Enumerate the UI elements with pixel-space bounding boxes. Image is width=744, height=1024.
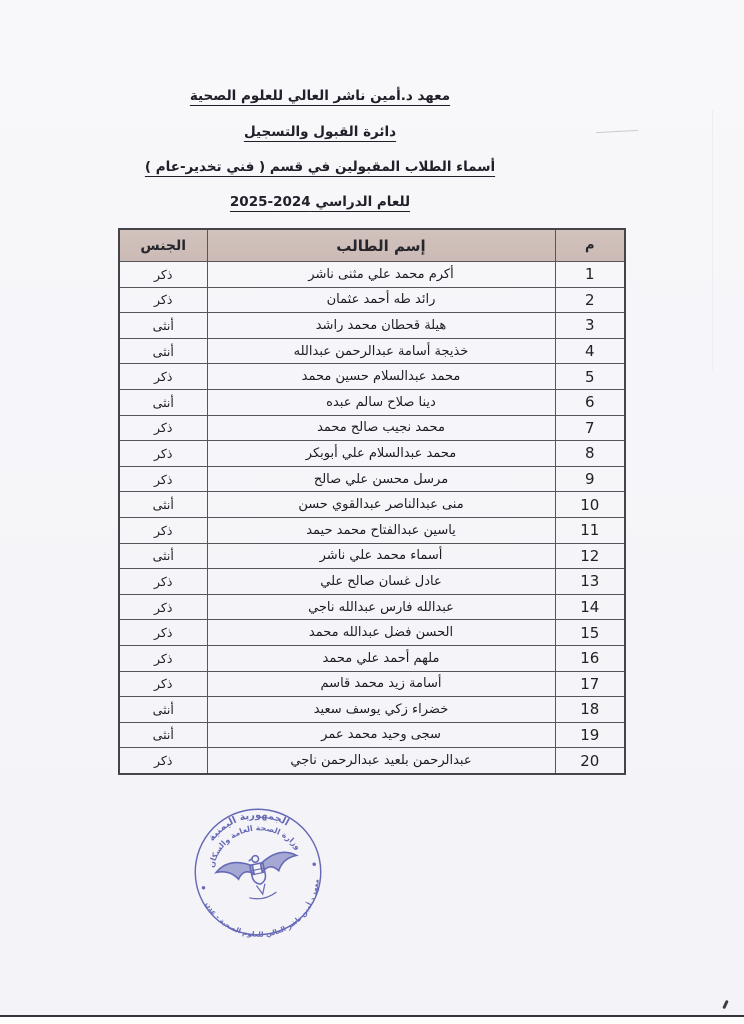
student-name-cell: عبدالله فارس عبدالله ناجي <box>207 594 555 620</box>
gender-cell: ذكر <box>119 441 207 467</box>
row-number-cell: 7 <box>555 415 625 441</box>
gender-cell: ذكر <box>119 748 207 774</box>
student-name-cell: الحسن فضل عبدالله محمد <box>207 620 555 646</box>
column-header-name: إسم الطالب <box>207 229 555 262</box>
gender-cell: أنثى <box>119 389 207 415</box>
table-row <box>119 748 625 774</box>
student-name-cell: محمد نجيب صالح محمد <box>207 415 555 441</box>
gender-cell: أنثى <box>119 338 207 364</box>
row-number-cell: 15 <box>555 620 625 646</box>
student-name-cell: محمد عبدالسلام علي أبوبكر <box>207 441 555 467</box>
gender-cell: ذكر <box>119 569 207 595</box>
student-name-cell: أكرم محمد علي مثنى ناشر <box>207 262 555 288</box>
table-row <box>119 671 625 697</box>
row-number-cell: 12 <box>555 543 625 569</box>
row-number-cell: 11 <box>555 517 625 543</box>
table-row <box>119 262 625 288</box>
list-title: أسماء الطلاب المقبولين في قسم ( فني تخدير-عام ) <box>144 159 496 175</box>
table-row <box>119 364 625 390</box>
row-number-cell: 13 <box>555 569 625 595</box>
gender-cell: أنثى <box>119 492 207 518</box>
stamp-republic-text: الجمهورية اليمنية <box>206 809 291 844</box>
row-number-cell: 10 <box>555 492 625 518</box>
table-row <box>119 287 625 313</box>
gender-cell: ذكر <box>119 620 207 646</box>
table-row <box>119 313 625 339</box>
row-number-cell: 20 <box>555 748 625 774</box>
student-name-cell: مرسل محسن علي صالح <box>207 466 555 492</box>
official-stamp <box>186 800 330 944</box>
row-number-cell: 17 <box>555 671 625 697</box>
table-row <box>119 620 625 646</box>
column-header-gender: الجنس <box>119 229 207 262</box>
table-row <box>119 517 625 543</box>
row-number-cell: 18 <box>555 697 625 723</box>
row-number-cell: 2 <box>555 287 625 313</box>
table-row <box>119 415 625 441</box>
scan-ink-speck <box>722 1000 729 1009</box>
row-number-cell: 8 <box>555 441 625 467</box>
row-number-cell: 1 <box>555 262 625 288</box>
academic-year-title: للعام الدراسي 2024-2025 <box>229 194 411 210</box>
gender-cell: ذكر <box>119 262 207 288</box>
student-name-cell: خذيجة أسامة عبدالرحمن عبدالله <box>207 338 555 364</box>
table-row <box>119 569 625 595</box>
table-header-row <box>119 229 625 262</box>
column-header-number: م <box>555 229 625 262</box>
student-name-cell: سجى وحيد محمد عمر <box>207 722 555 748</box>
svg-text:معهد د.أمين ناشر العالي للعلوم <box>203 877 330 944</box>
gender-cell: ذكر <box>119 466 207 492</box>
row-number-cell: 5 <box>555 364 625 390</box>
gender-cell: ذكر <box>119 287 207 313</box>
student-table-body <box>119 262 625 774</box>
gender-cell: ذكر <box>119 645 207 671</box>
table-row <box>119 722 625 748</box>
stamp-dot-right <box>312 862 316 866</box>
table-row <box>119 466 625 492</box>
student-name-cell: عادل غسان صالح علي <box>207 569 555 595</box>
table-row <box>119 697 625 723</box>
row-number-cell: 3 <box>555 313 625 339</box>
table-row <box>119 441 625 467</box>
gender-cell: ذكر <box>119 671 207 697</box>
student-name-cell: ملهم أحمد علي محمد <box>207 645 555 671</box>
student-name-cell: أسماء محمد علي ناشر <box>207 543 555 569</box>
table-row <box>119 594 625 620</box>
stamp-institute-text: معهد د.أمين ناشر العالي للعلوم الصحية - عدن <box>203 878 321 939</box>
student-name-cell: منى عبدالناصر عبدالقوي حسن <box>207 492 555 518</box>
row-number-cell: 19 <box>555 722 625 748</box>
gender-cell: أنثى <box>119 543 207 569</box>
table-row <box>119 645 625 671</box>
svg-text:الجمهورية اليمنية <box>203 802 293 845</box>
table-row <box>119 543 625 569</box>
eagle-emblem-icon <box>214 847 304 907</box>
gender-cell: أنثى <box>119 313 207 339</box>
student-name-cell: عبدالرحمن بلعيد عبدالرحمن ناجي <box>207 748 555 774</box>
student-name-cell: خضراء زكي يوسف سعيد <box>207 697 555 723</box>
stamp-ring <box>186 800 330 944</box>
student-name-cell: هيلة قحطان محمد راشد <box>207 313 555 339</box>
gender-cell: ذكر <box>119 364 207 390</box>
gender-cell: ذكر <box>119 594 207 620</box>
row-number-cell: 6 <box>555 389 625 415</box>
table-row <box>119 389 625 415</box>
student-name-cell: ياسين عبدالفتاح محمد حيمد <box>207 517 555 543</box>
student-name-cell: أسامة زيد محمد قاسم <box>207 671 555 697</box>
students-table <box>118 228 626 775</box>
gender-cell: ذكر <box>119 517 207 543</box>
gender-cell: ذكر <box>119 415 207 441</box>
student-name-cell: رائد طه أحمد عثمان <box>207 287 555 313</box>
institute-title: معهد د.أمين ناشر العالي للعلوم الصحية <box>189 88 451 104</box>
student-name-cell: دينا صلاح سالم عبده <box>207 389 555 415</box>
row-number-cell: 14 <box>555 594 625 620</box>
row-number-cell: 16 <box>555 645 625 671</box>
stamp-ministry-text: وزارة الصحة العامة والسكان <box>206 823 303 869</box>
scan-bottom-margin <box>0 1017 744 1024</box>
scan-edge-artifact <box>712 110 713 370</box>
table-row <box>119 492 625 518</box>
student-name-cell: محمد عبدالسلام حسين محمد <box>207 364 555 390</box>
stamp-dot-left <box>201 886 205 890</box>
gender-cell: أنثى <box>119 697 207 723</box>
department-title: دائرة القبول والتسجيل <box>243 124 397 140</box>
table-row <box>119 338 625 364</box>
row-number-cell: 9 <box>555 466 625 492</box>
row-number-cell: 4 <box>555 338 625 364</box>
gender-cell: أنثى <box>119 722 207 748</box>
